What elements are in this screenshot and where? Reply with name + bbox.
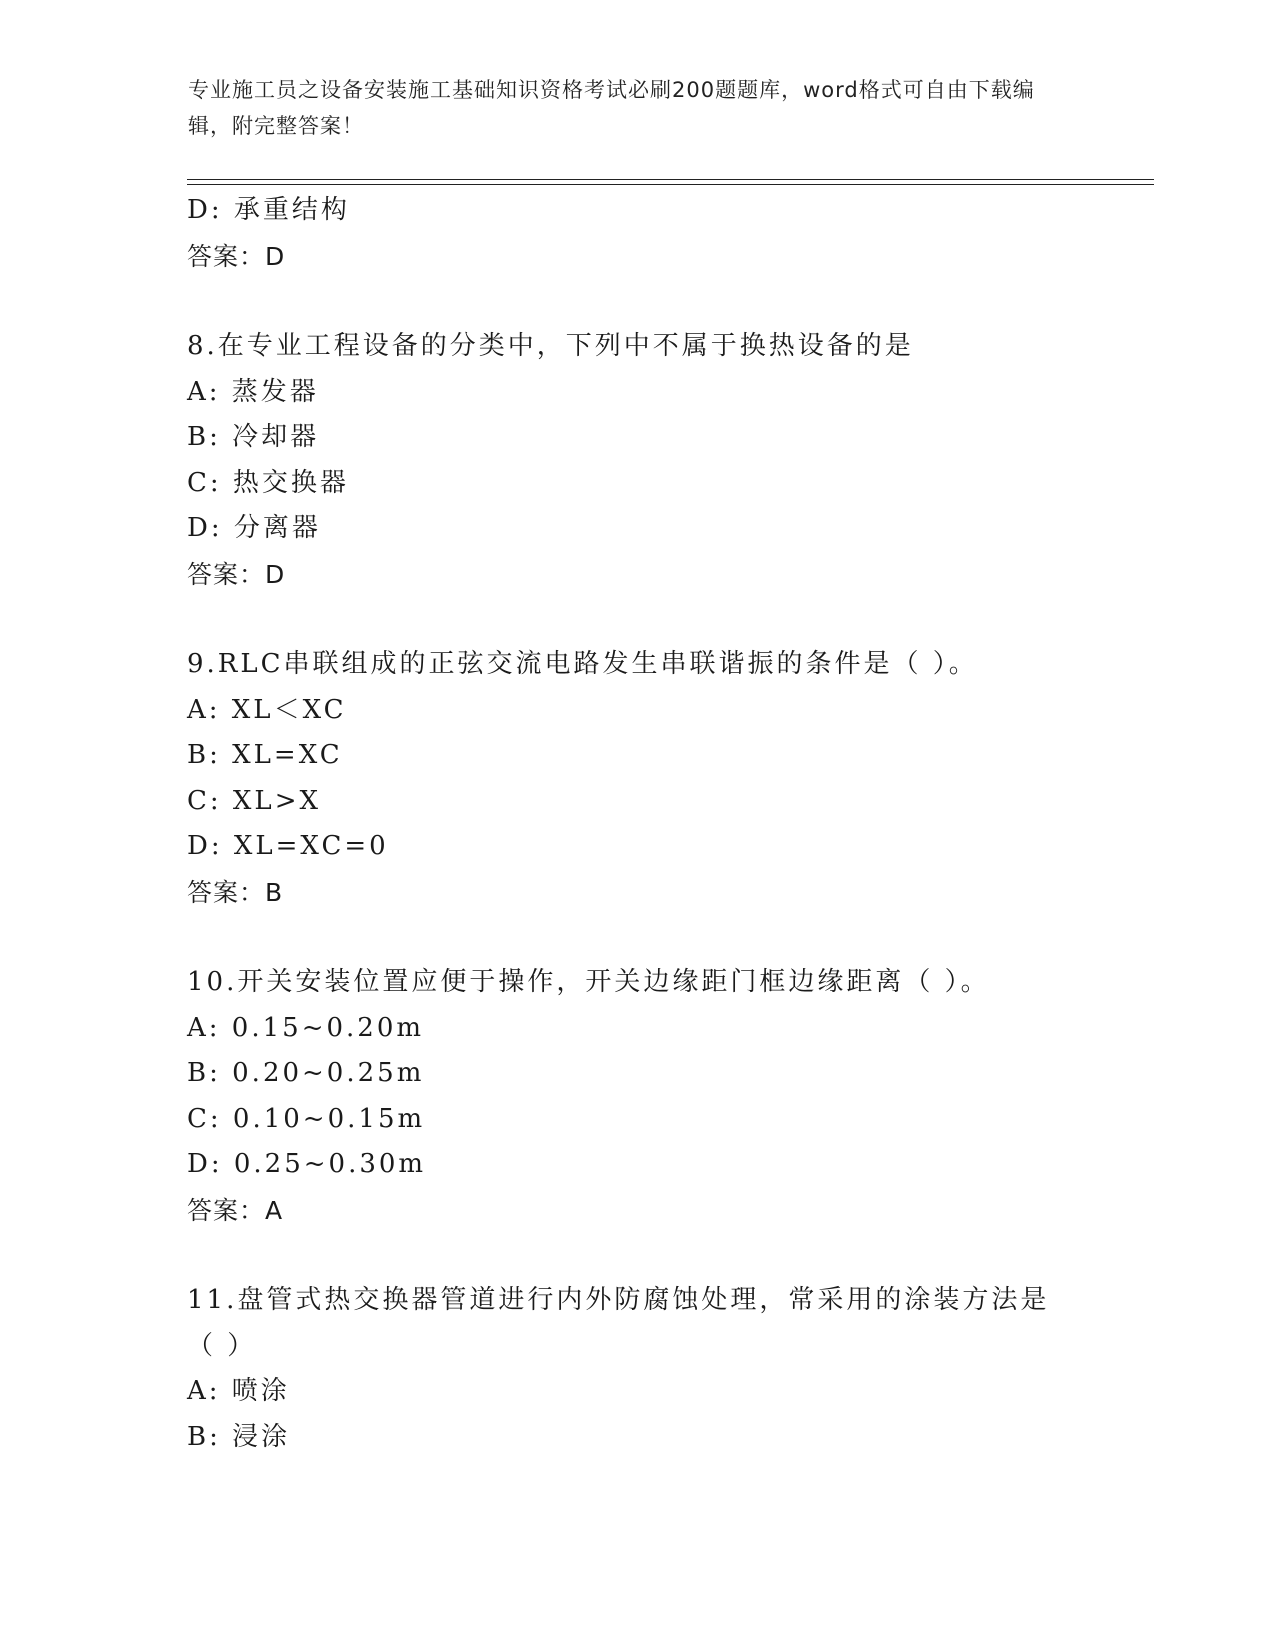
option-a: A: XL＜XC — [187, 694, 347, 725]
option-b: B: 0.20~0.25m — [187, 1058, 425, 1088]
answer: 答案：D — [187, 559, 286, 589]
question-title: 11.盘管式热交换器管道进行内外防腐蚀处理，常采用的涂装方法是（ ） — [187, 1285, 1050, 1361]
question-title: 10.开关安装位置应便于操作，开关边缘距门框边缘距离（ ）。 — [187, 967, 990, 997]
option-b: B: XL=XC — [187, 740, 343, 770]
option-d: D: XL=XC=0 — [187, 831, 389, 861]
spacer — [187, 279, 1087, 324]
question-content — [187, 188, 1087, 1460]
prev-answer: 答案：D — [187, 241, 286, 271]
question-block-9 — [187, 642, 1087, 915]
option-c: C: 热交换器 — [187, 467, 349, 498]
spacer — [187, 1233, 1087, 1278]
question-block-8 — [187, 324, 1087, 597]
prev-option-d: D: 承重结构 — [187, 195, 350, 225]
document-header: 专业施工员之设备安装施工基础知识资格考试必刷200题题库，word格式可自由下载编辑，附完整答案！ — [188, 78, 1035, 138]
option-c: C: XL>X — [187, 785, 321, 816]
question-block-10 — [187, 960, 1087, 1233]
header-divider-bottom — [187, 184, 1154, 185]
option-a: A: 蒸发器 — [187, 376, 319, 407]
option-a: A: 0.15~0.20m — [187, 1012, 425, 1043]
answer: 答案：A — [187, 1195, 284, 1225]
answer: 答案：B — [187, 877, 284, 907]
option-d: D: 分离器 — [187, 513, 321, 543]
question-title: 8.在专业工程设备的分类中，下列中不属于换热设备的是 — [187, 331, 914, 361]
option-c: C: 0.10~0.15m — [187, 1103, 426, 1134]
option-b: B: 浸涂 — [187, 1421, 291, 1452]
spacer — [187, 597, 1087, 642]
option-b: B: 冷却器 — [187, 422, 320, 452]
question-title: 9.RLC串联组成的正弦交流电路发生串联谐振的条件是（ ）。 — [187, 649, 978, 679]
header-divider-top — [187, 179, 1154, 180]
question-block-11 — [187, 1278, 1087, 1460]
option-a: A: 喷涂 — [187, 1376, 290, 1406]
spacer — [187, 915, 1087, 960]
option-d: D: 0.25~0.30m — [187, 1149, 427, 1179]
